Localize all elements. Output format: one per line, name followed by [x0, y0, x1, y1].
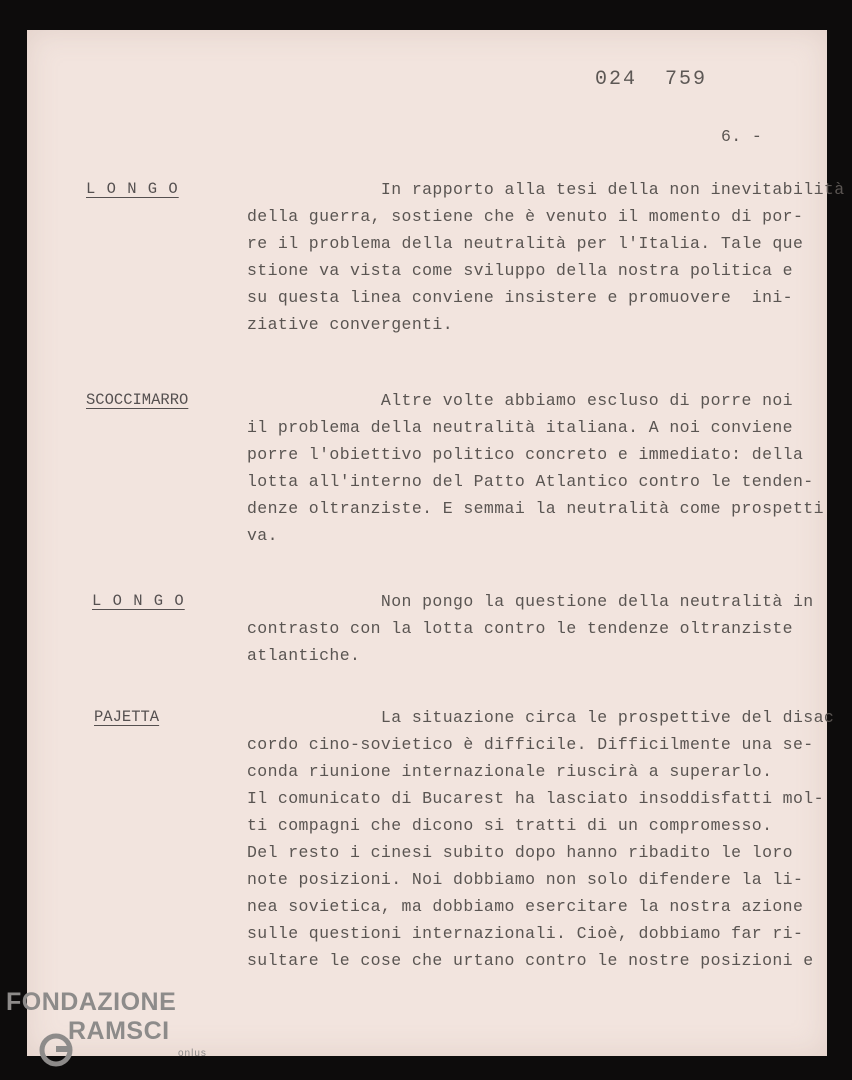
- text-line: atlantiche.: [247, 646, 361, 665]
- text-line: denze oltranziste. E semmai la neutralità come prospetti: [247, 499, 824, 518]
- text-line: il problema della neutralità italiana. A noi conviene: [247, 418, 793, 437]
- text-line: della guerra, sostiene che è venuto il momento di por-: [247, 207, 804, 226]
- speaker-name: L O N G O: [86, 180, 179, 198]
- watermark-suffix: onlus: [178, 1048, 207, 1059]
- text-line: cordo cino-sovietico è difficile. Difficilmente una se-: [247, 735, 814, 754]
- text-line: Del resto i cinesi subito dopo hanno ribadito le loro: [247, 843, 793, 862]
- speaker-name: L O N G O: [92, 592, 185, 610]
- text-line: sultare le cose che urtano contro le nostre posizioni e: [247, 951, 814, 970]
- text-line: note posizioni. Noi dobbiamo non solo difendere la li-: [247, 870, 804, 889]
- text-line: La situazione circa le prospettive del disac: [247, 708, 835, 727]
- page-number: 6. -: [721, 127, 763, 146]
- text-line: su questa linea conviene insistere e promuovere ini-: [247, 288, 793, 307]
- text-line: stione va vista come sviluppo della nostra politica e: [247, 261, 793, 280]
- watermark-line-1: FONDAZIONE: [6, 988, 177, 1016]
- text-line: conda riunione internazionale riuscirà a superarlo.: [247, 762, 773, 781]
- text-line: sulle questioni internazionali. Cioè, dobbiamo far ri-: [247, 924, 804, 943]
- archive-reference-number: 024 759: [595, 68, 708, 91]
- fondazione-gramsci-watermark: [6, 988, 216, 1073]
- document-page: [27, 30, 845, 1056]
- text-line: va.: [247, 526, 278, 545]
- text-line: ti compagni che dicono si tratti di un compromesso.: [247, 816, 773, 835]
- text-line: lotta all'interno del Patto Atlantico contro le tenden-: [247, 472, 814, 491]
- text-line: re il problema della neutralità per l'Italia. Tale que: [247, 234, 804, 253]
- text-line: In rapporto alla tesi della non inevitabilità: [247, 180, 845, 199]
- text-line: Il comunicato di Bucarest ha lasciato insoddisfatti mol-: [247, 789, 824, 808]
- text-line: Altre volte abbiamo escluso di porre noi: [247, 391, 793, 410]
- text-line: nea sovietica, ma dobbiamo esercitare la nostra azione: [247, 897, 804, 916]
- text-line: porre l'obiettivo politico concreto e immediato: della: [247, 445, 804, 464]
- text-line: Non pongo la questione della neutralità in: [247, 592, 814, 611]
- text-line: contrasto con la lotta contro le tendenze oltranziste: [247, 619, 793, 638]
- watermark-line-2: RAMSCI: [68, 1017, 170, 1045]
- speaker-name: SCOCCIMARRO: [86, 391, 189, 409]
- speaker-name: PAJETTA: [94, 708, 160, 726]
- text-line: ziative convergenti.: [247, 315, 454, 334]
